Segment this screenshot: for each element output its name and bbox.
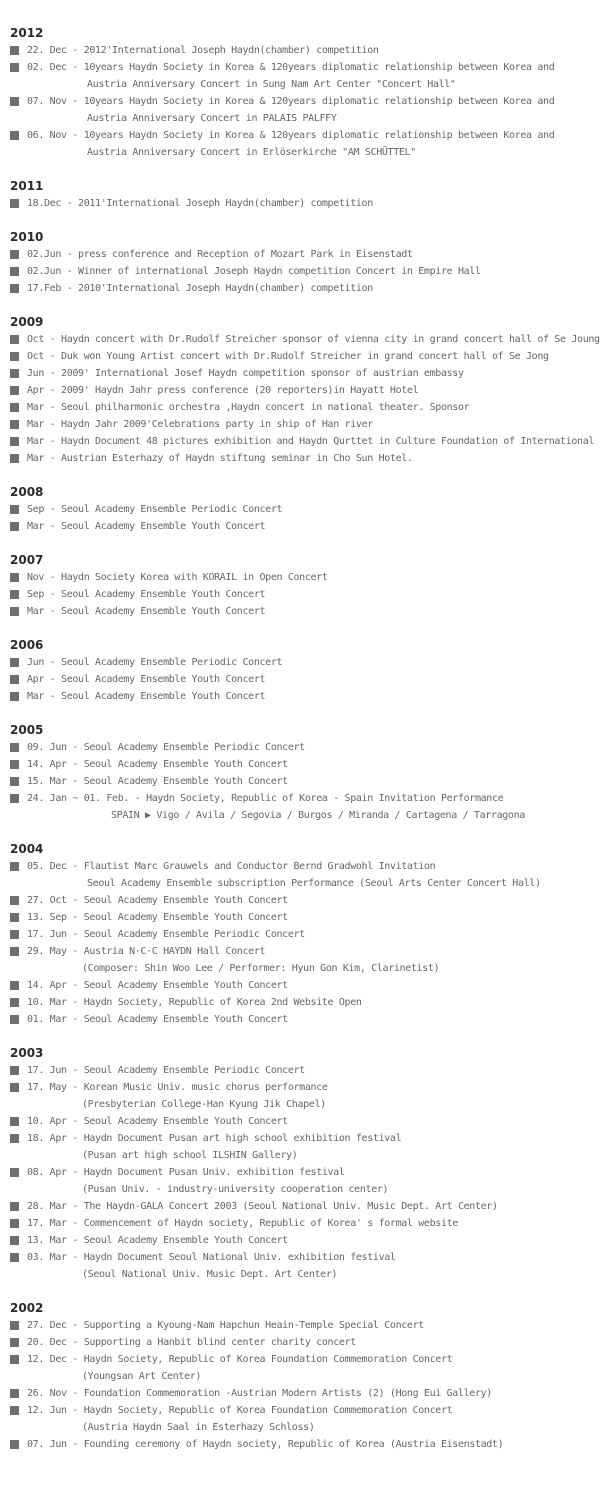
entry-continuation: (Composer: Shin Woo Lee / Performer: Hyun Gon Kim, Clarinetist)	[82, 963, 440, 974]
history-entry	[10, 450, 606, 467]
square-bullet-icon	[10, 522, 19, 531]
year-heading: 2012	[10, 26, 44, 40]
square-bullet-icon	[10, 1083, 19, 1092]
square-bullet-icon	[10, 947, 19, 956]
year-section-2005	[10, 722, 606, 841]
entry-text: 17.Feb - 2010'International Joseph Haydn(chamber) competition	[27, 283, 373, 294]
entry-continuation: Austria Anniversary Concert in Sung Nam Art Center "Concert Hall"	[87, 79, 456, 90]
history-entry	[10, 1436, 606, 1453]
entry-text: Oct - Duk won Young Artist concert with Dr.Rudolf Streicher in grand concert hall of Se Jong	[27, 351, 549, 362]
square-bullet-icon	[10, 352, 19, 361]
entry-text: Oct - Haydn concert with Dr.Rudolf Streicher sponsor of vienna city in grand concert hall of Se Joung	[27, 334, 600, 345]
square-bullet-icon	[10, 131, 19, 140]
section-spacer	[10, 161, 606, 178]
entry-text: 12. Jun - Haydn Society, Republic of Korea Foundation Commemoration Concert	[27, 1405, 453, 1416]
square-bullet-icon	[10, 1236, 19, 1245]
section-spacer	[10, 467, 606, 484]
square-bullet-icon	[10, 1338, 19, 1347]
section-spacer	[10, 620, 606, 637]
entry-text: 05. Dec - Flautist Marc Grauwels and Conductor Bernd Gradwohl Invitation	[27, 861, 436, 872]
entry-continuation: SPAIN ▶ Vigo / Avila / Segovia / Burgos / Miranda / Cartagena / Tarragona	[111, 810, 525, 821]
square-bullet-icon	[10, 250, 19, 259]
history-entry	[10, 671, 606, 688]
square-bullet-icon	[10, 63, 19, 72]
history-entry	[10, 42, 606, 59]
entry-text: Mar - Seoul Academy Ensemble Youth Concert	[27, 691, 266, 702]
year-heading: 2005	[10, 723, 44, 737]
history-entry	[10, 127, 606, 161]
square-bullet-icon	[10, 437, 19, 446]
year-heading: 2009	[10, 315, 44, 329]
history-entry	[10, 1079, 606, 1113]
square-bullet-icon	[10, 794, 19, 803]
square-bullet-icon	[10, 420, 19, 429]
year-section-2002	[10, 1300, 606, 1453]
entry-text: Mar - Seoul philharmonic orchestra ,Haydn concert in national theater. Sponsor	[27, 402, 470, 413]
entry-text: 18.Dec - 2011'International Joseph Haydn(chamber) competition	[27, 198, 373, 209]
entry-text: 13. Mar - Seoul Academy Ensemble Youth Concert	[27, 1235, 288, 1246]
history-entry	[10, 1130, 606, 1164]
square-bullet-icon	[10, 573, 19, 582]
history-entry	[10, 603, 606, 620]
year-heading: 2010	[10, 230, 44, 244]
entry-text: 02.Jun - press conference and Reception of Mozart Park in Eisenstadt	[27, 249, 413, 260]
section-spacer	[10, 1028, 606, 1045]
history-entry	[10, 586, 606, 603]
history-entry	[10, 1113, 606, 1130]
history-entry	[10, 1334, 606, 1351]
history-entry	[10, 1164, 606, 1198]
entry-text: 28. Mar - The Haydn-GALA Concert 2003 (Seoul National Univ. Music Dept. Art Center)	[27, 1201, 498, 1212]
square-bullet-icon	[10, 386, 19, 395]
entry-text: 09. Jun - Seoul Academy Ensemble Periodic Concert	[27, 742, 305, 753]
entry-text: 01. Mar - Seoul Academy Ensemble Youth Concert	[27, 1014, 288, 1025]
history-entry	[10, 994, 606, 1011]
entry-text: 03. Mar - Haydn Document Seoul National Univ. exhibition festival	[27, 1252, 396, 1263]
square-bullet-icon	[10, 862, 19, 871]
year-section-2003	[10, 1045, 606, 1300]
square-bullet-icon	[10, 284, 19, 293]
entry-text: Jun - Seoul Academy Ensemble Periodic Concert	[27, 657, 283, 668]
entry-continuation: Austria Anniversary Concert in PALAIS PALFFY	[87, 113, 337, 124]
entry-text: 18. Apr - Haydn Document Pusan art high school exhibition festival	[27, 1133, 402, 1144]
entry-continuation: (Youngsan Art Center)	[82, 1371, 202, 1382]
entry-continuation: (Presbyterian College-Han Kyung Jik Chapel)	[82, 1099, 326, 1110]
section-spacer	[10, 535, 606, 552]
history-entry	[10, 977, 606, 994]
square-bullet-icon	[10, 1219, 19, 1228]
year-heading: 2008	[10, 485, 44, 499]
square-bullet-icon	[10, 1406, 19, 1415]
year-heading: 2006	[10, 638, 44, 652]
entry-text: 14. Apr - Seoul Academy Ensemble Youth Concert	[27, 980, 288, 991]
year-heading: 2007	[10, 553, 44, 567]
history-entry	[10, 501, 606, 518]
entry-continuation: (Pusan Univ. - industry-university cooperation center)	[82, 1184, 389, 1195]
square-bullet-icon	[10, 760, 19, 769]
entry-text: Apr - Seoul Academy Ensemble Youth Concert	[27, 674, 266, 685]
year-heading: 2003	[10, 1046, 44, 1060]
entry-text: 02. Dec - 10years Haydn Society in Korea & 120years diplomatic relationship between Korea and	[27, 62, 555, 73]
history-entry	[10, 1198, 606, 1215]
square-bullet-icon	[10, 1253, 19, 1262]
year-section-2009	[10, 314, 606, 484]
history-entry	[10, 654, 606, 671]
history-entry	[10, 1402, 606, 1436]
entry-text: 27. Dec - Supporting a Kyoung-Nam Hapchun Heain-Temple Special Concert	[27, 1320, 424, 1331]
entry-text: 07. Nov - 10years Haydn Society in Korea & 120years diplomatic relationship between Korea and	[27, 96, 555, 107]
history-entry	[10, 365, 606, 382]
square-bullet-icon	[10, 998, 19, 1007]
entry-text: 27. Oct - Seoul Academy Ensemble Youth Concert	[27, 895, 288, 906]
square-bullet-icon	[10, 658, 19, 667]
square-bullet-icon	[10, 454, 19, 463]
entry-text: 08. Apr - Haydn Document Pusan Univ. exhibition festival	[27, 1167, 345, 1178]
square-bullet-icon	[10, 1134, 19, 1143]
entry-text: 17. Mar - Commencement of Haydn society, Republic of Korea' s formal website	[27, 1218, 458, 1229]
entry-text: Apr - 2009' Haydn Jahr press conference (20 reporters)in Hayatt Hotel	[27, 385, 419, 396]
year-section-2007	[10, 552, 606, 637]
history-entry	[10, 1232, 606, 1249]
square-bullet-icon	[10, 267, 19, 276]
history-entry	[10, 195, 606, 212]
square-bullet-icon	[10, 743, 19, 752]
entry-text: 10. Apr - Seoul Academy Ensemble Youth Concert	[27, 1116, 288, 1127]
entry-text: 24. Jan ~ 01. Feb. - Haydn Society, Republic of Korea - Spain Invitation Performance	[27, 793, 504, 804]
history-entry	[10, 688, 606, 705]
entry-text: 17. Jun - Seoul Academy Ensemble Periodic Concert	[27, 1065, 305, 1076]
history-entry	[10, 1317, 606, 1334]
square-bullet-icon	[10, 505, 19, 514]
entry-text: 20. Dec - Supporting a Hanbit blind center charity concert	[27, 1337, 356, 1348]
entry-text: Jun - 2009' International Josef Haydn competition sponsor of austrian embassy	[27, 368, 464, 379]
history-entry	[10, 518, 606, 535]
year-section-2004	[10, 841, 606, 1045]
history-entry	[10, 399, 606, 416]
section-spacer	[10, 212, 606, 229]
square-bullet-icon	[10, 896, 19, 905]
history-entry	[10, 1215, 606, 1232]
entry-text: Mar - Haydn Jahr 2009'Celebrations party in ship of Han river	[27, 419, 373, 430]
section-spacer	[10, 1283, 606, 1300]
history-entry	[10, 246, 606, 263]
square-bullet-icon	[10, 46, 19, 55]
history-entry	[10, 909, 606, 926]
history-entry	[10, 943, 606, 977]
square-bullet-icon	[10, 981, 19, 990]
history-entry	[10, 263, 606, 280]
history-entry	[10, 926, 606, 943]
history-entry	[10, 858, 606, 892]
square-bullet-icon	[10, 930, 19, 939]
entry-text: 29. May - Austria N·C·C HAYDN Hall Concert	[27, 946, 266, 957]
entry-text: 17. Jun - Seoul Academy Ensemble Periodic Concert	[27, 929, 305, 940]
history-entry	[10, 280, 606, 297]
square-bullet-icon	[10, 403, 19, 412]
history-entry	[10, 1385, 606, 1402]
square-bullet-icon	[10, 1202, 19, 1211]
entry-text: Mar - Seoul Academy Ensemble Youth Concert	[27, 606, 266, 617]
history-entry	[10, 569, 606, 586]
entry-continuation: Seoul Academy Ensemble subscription Performance (Seoul Arts Center Concert Hall)	[87, 878, 541, 889]
year-heading: 2002	[10, 1301, 44, 1315]
square-bullet-icon	[10, 1355, 19, 1364]
history-timeline	[10, 25, 606, 1453]
year-section-2011	[10, 178, 606, 229]
entry-text: 02.Jun - Winner of international Joseph Haydn competition Concert in Empire Hall	[27, 266, 481, 277]
entry-text: 15. Mar - Seoul Academy Ensemble Youth Concert	[27, 776, 288, 787]
entry-text: Mar - Seoul Academy Ensemble Youth Concert	[27, 521, 266, 532]
history-entry	[10, 739, 606, 756]
history-entry	[10, 348, 606, 365]
year-section-2012	[10, 25, 606, 178]
square-bullet-icon	[10, 590, 19, 599]
square-bullet-icon	[10, 97, 19, 106]
entry-continuation: (Seoul National Univ. Music Dept. Art Center)	[82, 1269, 338, 1280]
square-bullet-icon	[10, 199, 19, 208]
entry-text: 26. Nov - Foundation Commemoration -Austrian Modern Artists (2) (Hong Eui Gallery)	[27, 1388, 492, 1399]
history-entry	[10, 382, 606, 399]
year-section-2006	[10, 637, 606, 722]
entry-text: Sep - Seoul Academy Ensemble Youth Concert	[27, 589, 266, 600]
entry-text: 12. Dec - Haydn Society, Republic of Korea Foundation Commemoration Concert	[27, 1354, 453, 1365]
square-bullet-icon	[10, 335, 19, 344]
entry-text: Nov - Haydn Society Korea with KORAIL in Open Concert	[27, 572, 328, 583]
section-spacer	[10, 705, 606, 722]
square-bullet-icon	[10, 369, 19, 378]
square-bullet-icon	[10, 913, 19, 922]
square-bullet-icon	[10, 675, 19, 684]
square-bullet-icon	[10, 1117, 19, 1126]
entry-text: 22. Dec - 2012'International Joseph Haydn(chamber) competition	[27, 45, 379, 56]
history-entry	[10, 1011, 606, 1028]
year-heading: 2004	[10, 842, 44, 856]
entry-continuation: (Pusan art high school ILSHIN Gallery)	[82, 1150, 298, 1161]
square-bullet-icon	[10, 1168, 19, 1177]
section-spacer	[10, 824, 606, 841]
history-entry	[10, 1062, 606, 1079]
entry-text: Mar - Austrian Esterhazy of Haydn stiftung seminar in Cho Sun Hotel.	[27, 453, 413, 464]
square-bullet-icon	[10, 1066, 19, 1075]
square-bullet-icon	[10, 607, 19, 616]
year-heading: 2011	[10, 179, 44, 193]
year-section-2010	[10, 229, 606, 314]
history-entry	[10, 93, 606, 127]
square-bullet-icon	[10, 777, 19, 786]
entry-text: 17. May - Korean Music Univ. music chorus performance	[27, 1082, 328, 1093]
history-entry	[10, 1351, 606, 1385]
entry-continuation: Austria Anniversary Concert in Erlöserkirche "AM SCHÜTTEL"	[87, 147, 416, 158]
entry-text: 10. Mar - Haydn Society, Republic of Korea 2nd Website Open	[27, 997, 362, 1008]
entry-continuation: (Austria Haydn Saal in Esterhazy Schloss)	[82, 1422, 315, 1433]
history-entry	[10, 433, 606, 450]
entry-text: 06. Nov - 10years Haydn Society in Korea & 120years diplomatic relationship between Korea and	[27, 130, 555, 141]
entry-text: 14. Apr - Seoul Academy Ensemble Youth Concert	[27, 759, 288, 770]
section-spacer	[10, 297, 606, 314]
square-bullet-icon	[10, 1321, 19, 1330]
history-entry	[10, 59, 606, 93]
square-bullet-icon	[10, 1389, 19, 1398]
history-entry	[10, 773, 606, 790]
history-entry	[10, 416, 606, 433]
square-bullet-icon	[10, 1015, 19, 1024]
history-entry	[10, 1249, 606, 1283]
square-bullet-icon	[10, 1440, 19, 1449]
history-entry	[10, 756, 606, 773]
entry-text: Sep - Seoul Academy Ensemble Periodic Concert	[27, 504, 283, 515]
entry-text: 07. Jun - Founding ceremony of Haydn society, Republic of Korea (Austria Eisenstadt)	[27, 1439, 504, 1450]
year-section-2008	[10, 484, 606, 552]
history-entry	[10, 790, 606, 824]
square-bullet-icon	[10, 692, 19, 701]
entry-text: 13. Sep - Seoul Academy Ensemble Youth Concert	[27, 912, 288, 923]
entry-text: Mar - Haydn Document 48 pictures exhibition and Haydn Qurttet in Culture Foundation of International	[27, 436, 595, 447]
history-entry	[10, 331, 606, 348]
history-entry	[10, 892, 606, 909]
